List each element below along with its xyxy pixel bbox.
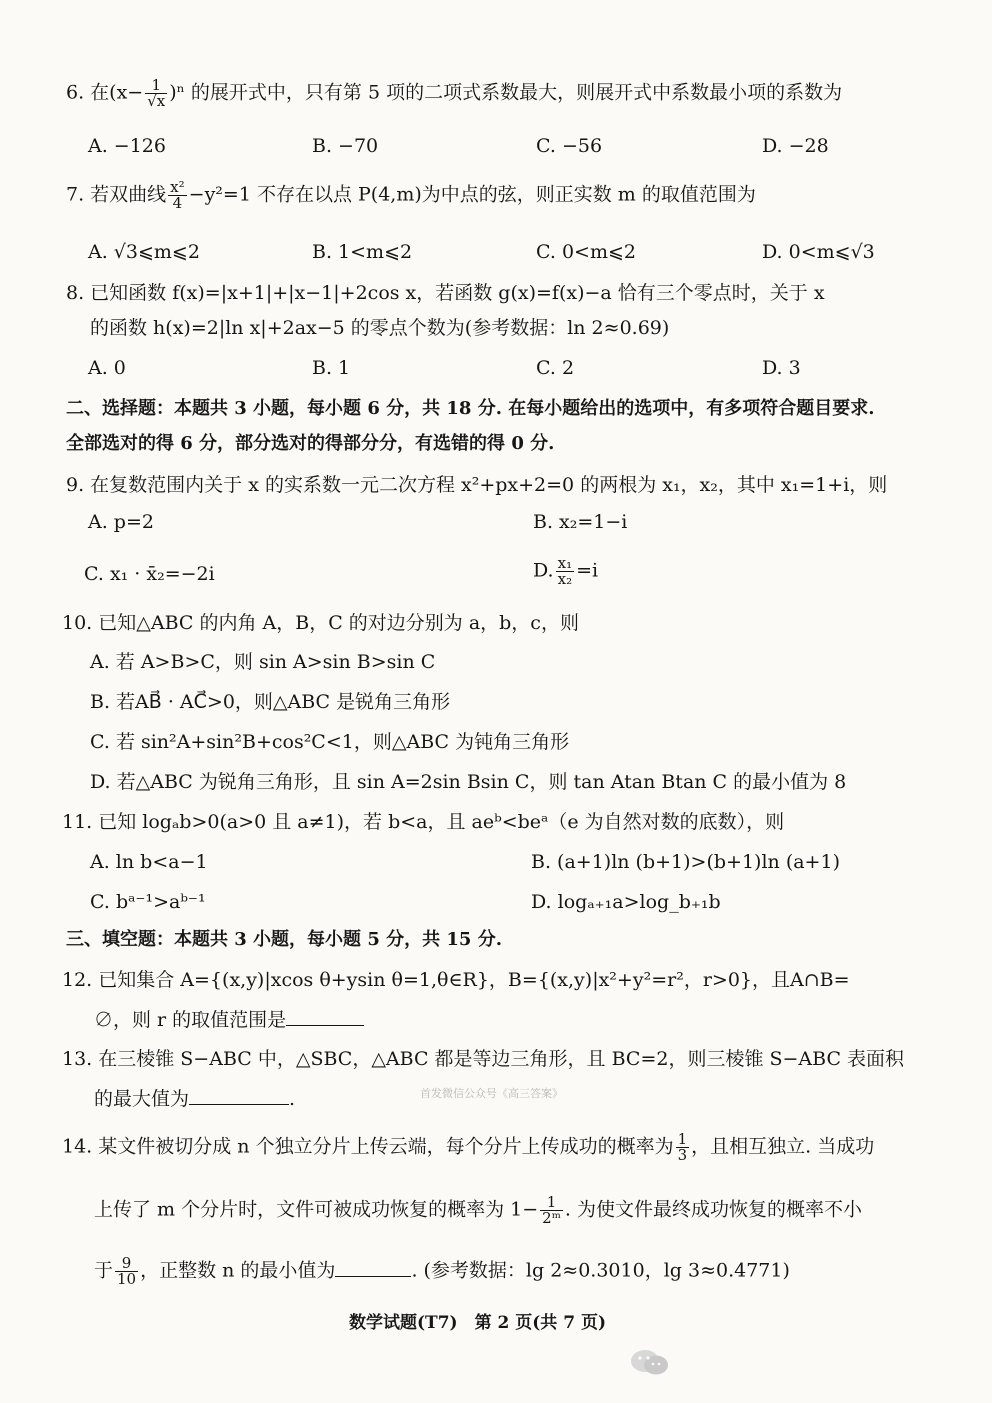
q10-option-c: C. 若 sin²A+sin²B+cos²C<1，则△ABC 为钝角三角形	[90, 731, 570, 753]
q9-stem: 9. 在复数范围内关于 x 的实系数一元二次方程 x²+px+2=0 的两根为 x₁，x₂，其中 x₁=1+i，则	[66, 474, 888, 496]
q8-option-c: C. 2	[536, 357, 575, 379]
watermark-text: 首发微信公众号《高三答案》	[420, 1087, 563, 1100]
q8-option-d: D. 3	[762, 357, 801, 379]
q8-stem-line1: 8. 已知函数 f(x)=|x+1|+|x−1|+2cos x，若函数 g(x)=f(x)−a 恰有三个零点时，关于 x	[66, 282, 825, 304]
q8-stem-line2: 的函数 h(x)=2|ln x|+2ax−5 的零点个数为(参考数据：ln 2≈0.69)	[90, 317, 670, 339]
q13-stem-line2: 的最大值为 .	[94, 1088, 296, 1110]
q7-option-a: A. √3⩽m⩽2	[88, 241, 200, 263]
wechat-icon	[628, 1348, 672, 1378]
q7-stem: 7. 若双曲线 $\frac{\text{x²}}{4}$ −y²=1 不存在以点 P(4,m)为中点的弦，则正实数 m 的取值范围为	[66, 178, 756, 212]
q10-option-d: D. 若△ABC 为锐角三角形，且 sin A=2sin Bsin C，则 tan Atan Btan C 的最小值为 8	[90, 771, 847, 793]
q11-option-a: A. ln b<a−1	[90, 851, 208, 873]
q14-fraction-1: $\frac{1}{3}$	[677, 1130, 688, 1164]
q11-option-c: C. bᵃ⁻¹>aᵇ⁻¹	[90, 891, 206, 913]
q10-stem: 10. 已知△ABC 的内角 A，B，C 的对边分别为 a，b，c，则	[62, 612, 579, 634]
q8-option-a: A. 0	[88, 357, 126, 379]
q14-stem-line3: 于 $\frac{9}{10}$ ，正整数 n 的最小值为 . (参考数据：lg 2≈0.3010，lg 3≈0.4771)	[94, 1254, 790, 1288]
q14-stem-line2: 上传了 m 个分片时，文件可被成功恢复的概率为 1− $\frac{1}{\text{2ᵐ}}$ . 为使文件最终成功恢复的概率不小	[94, 1193, 862, 1227]
q6-option-c: C. −56	[536, 135, 603, 157]
q14-answer-blank	[335, 1258, 411, 1277]
q12-stem-line2: ∅，则 r 的取值范围是	[94, 1007, 364, 1032]
q7-option-d: D. 0<m⩽√3	[762, 241, 875, 263]
q7-fraction: $\frac{\text{x²}}{4}$	[170, 178, 185, 212]
q6-option-a: A. −126	[88, 135, 166, 157]
q9-option-a: A. p=2	[88, 511, 154, 533]
page-footer: 数学试题(T7) 第 2 页(共 7 页)	[349, 1313, 606, 1333]
q14-stem-line1: 14. 某文件被切分成 n 个独立分片上传云端，每个分片上传成功的概率为 $\frac{1}{3}$ ，且相互独立. 当成功	[62, 1130, 875, 1164]
section2-header-line1: 二、选择题：本题共 3 小题，每小题 6 分，共 18 分. 在每小题给出的选项中，有多项符合题目要求.	[66, 398, 875, 419]
q8-option-b: B. 1	[312, 357, 351, 379]
section2-header-line2: 全部选对的得 6 分，部分选对的得部分分，有选错的得 0 分.	[66, 433, 555, 454]
q9-option-d-fraction: $\frac{\text{x₁}}{\text{x₂}}$	[557, 554, 573, 588]
q11-stem: 11. 已知 logₐb>0(a>0 且 a≠1)，若 b<a，且 aeᵇ<beᵃ（e 为自然对数的底数），则	[62, 811, 785, 833]
q12-answer-blank	[286, 1007, 364, 1026]
q11-option-d: D. logₐ₊₁a>log_b₊₁b	[531, 891, 721, 913]
q9-option-b: B. x₂=1−i	[533, 511, 628, 533]
q6-option-d: D. −28	[762, 135, 829, 157]
q14-fraction-3: $\frac{9}{10}$	[117, 1254, 137, 1288]
q11-option-b: B. (a+1)ln (b+1)>(b+1)ln (a+1)	[531, 851, 840, 873]
q10-option-a: A. 若 A>B>C，则 sin A>sin B>sin C	[90, 651, 436, 673]
q13-answer-blank	[189, 1086, 289, 1105]
q7-option-b: B. 1<m⩽2	[312, 241, 413, 263]
q6-fraction: $\frac{1}{√x}$	[147, 76, 166, 110]
q13-stem-line1: 13. 在三棱锥 S−ABC 中，△SBC，△ABC 都是等边三角形，且 BC=2，则三棱锥 S−ABC 表面积	[62, 1048, 905, 1070]
q14-fraction-2: $\frac{1}{\text{2ᵐ}}$	[542, 1193, 561, 1227]
q10-option-b: B. 若AB⃗ · AC⃗>0，则△ABC 是锐角三角形	[90, 691, 451, 713]
q12-stem-line1: 12. 已知集合 A={(x,y)|xcos θ+ysin θ=1,θ∈R}，B={(x,y)|x²+y²=r²，r>0}，且A∩B=	[62, 969, 850, 991]
q9-option-d: D. $\frac{\text{x₁}}{\text{x₂}}$ =i	[533, 554, 599, 588]
section3-header: 三、填空题：本题共 3 小题，每小题 5 分，共 15 分.	[66, 929, 502, 950]
q6-stem: 6. 在(x− $\frac{1}{√x}$ )ⁿ 的展开式中，只有第 5 项的二项式系数最大，则展开式中系数最小项的系数为	[66, 76, 843, 110]
q9-option-c: C. x₁ · x̄₂=−2i	[84, 563, 215, 585]
q7-option-c: C. 0<m⩽2	[536, 241, 636, 263]
q6-option-b: B. −70	[312, 135, 379, 157]
